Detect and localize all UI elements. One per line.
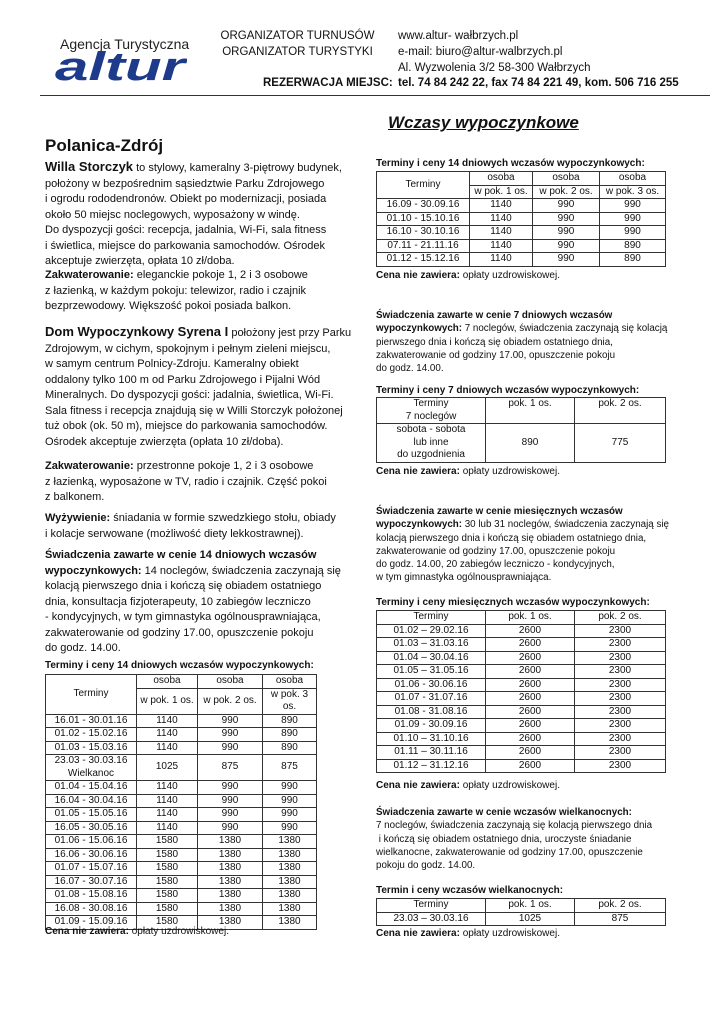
cell-line: Terminy [413,398,449,409]
header-cell: osoba [470,172,533,186]
text-line: bezprzewodowy. Większość pokoi posiada balkon. [45,300,292,312]
cell: 890 [600,253,666,267]
note-text: opłaty uzdrowiskowej. [459,780,560,791]
table-row [46,794,317,808]
text-line: akceptuje zwierzęta, opłata 10 zł/doba. [45,255,235,267]
cell: 1380 [263,902,317,916]
text-line: to stylowy, kameralny 3-piętrowy budynek, [133,162,342,174]
note-text: opłaty uzdrowiskowej. [459,270,560,281]
cell: 01.10 - 15.10.16 [377,212,470,226]
text-line: do godz. 14.00. [376,363,444,375]
text-line: 30 lub 31 noclegów, świadczenia zaczynają się [462,519,669,531]
header-cell: osoba [137,675,198,689]
table-row [377,678,666,692]
cell: 01.05 – 31.05.16 [377,665,486,679]
table-title-7day: Terminy i ceny 7 dniowych wczasów wypoczynkowych: [376,385,640,396]
table-row [377,719,666,733]
text-line: 14 noclegów, świadczenia zaczynają się [141,564,341,577]
cell: 1025 [486,912,575,926]
table-row [377,253,666,267]
cell: 1140 [470,226,533,240]
logo [55,48,187,84]
text-line: położony jest przy Parku [228,327,352,339]
header-cell: w pok. 3 os. [263,688,317,714]
cell: 16.04 - 30.04.16 [46,794,137,808]
cell: 990 [263,821,317,835]
text-line: tuż obok (ok. 50 m), miejsce do parkowania samochodów. [45,420,328,432]
cell: 01.09 - 30.09.16 [377,719,486,733]
price-table-easter [376,898,666,926]
syrena-accommodation [45,459,327,506]
cell: 990 [600,226,666,240]
hotel-name-storczyk: Willa Storczyk [45,159,134,174]
cell: 16.06 - 30.06.16 [46,848,137,862]
table-row [46,821,317,835]
table-row [377,732,666,746]
cell: 2300 [575,732,666,746]
price-note-left [45,926,229,937]
table-row [377,651,666,665]
cell: 890 [263,728,317,742]
willa-accommodation [45,268,308,315]
cell-line: Wielkanoc [67,767,115,779]
cell: 01.05 - 15.05.16 [46,808,137,822]
text-line: Sala fitness i recepcja znajdują się w Willi Storczyk położonej [45,404,343,417]
table-row [46,902,317,916]
cell: 1380 [263,916,317,930]
table-row [377,239,666,253]
text-line: z łazienką, w każdym pokoju: telewizor, radio i czajnik [45,284,307,297]
text-line: około 50 miejsc noclegowych, wyposażony w windę. [45,208,300,221]
text-line: kolacją pierwszego dnia i kończą się obiadem ostatniego [45,580,322,592]
included-7day [376,309,667,375]
cell: 1380 [263,862,317,876]
cell: 2600 [486,651,575,665]
table-row [46,728,317,742]
text-line: wielkanocne, zakwaterowanie od godziny 17.00, opuszczenie [376,846,643,858]
table-row [46,835,317,849]
text-line: 7 noclegów, świadczenia zaczynają się kolacją pierwszego dnia [376,820,653,832]
table-row [377,665,666,679]
cell: 2600 [486,638,575,652]
note-label: Cena nie zawiera: [376,928,460,939]
cell: 01.06 - 15.06.16 [46,835,137,849]
cell: 1380 [198,835,263,849]
text-line: w samym centrum Polnicy-Zdroju. Kameralny obiekt [45,358,299,370]
cell: 990 [198,781,263,795]
table-row [46,862,317,876]
note-label: Cena nie zawiera: [376,780,460,791]
cell: 01.03 - 15.03.16 [46,741,137,755]
cell: 1580 [137,889,198,903]
cell: 1140 [137,808,198,822]
cell: 23.03 – 30.03.16 [377,912,486,926]
cell: 990 [263,808,317,822]
city-heading: Polanica-Zdrój [45,136,164,155]
cell: 1380 [198,862,263,876]
header-cell: osoba [600,172,666,186]
text-line: pierwszego dnia i kończą się obiadem ostatniego dnia, [376,336,613,348]
cell: 2600 [486,746,575,760]
note-label: Cena nie zawiera: [45,926,129,937]
note-text: opłaty uzdrowiskowej. [459,466,560,477]
header-cell: osoba [533,172,600,186]
price-note-7day [376,466,560,477]
table-title-14day-right: Terminy i ceny 14 dniowych wczasów wypoczynkowych: [376,158,645,169]
cell: 875 [263,755,317,781]
cell: 1580 [137,875,198,889]
table-row [377,199,666,213]
table-header-row [377,398,666,424]
cell: 875 [198,755,263,781]
text-line: przestronne pokoje 1, 2 i 3 osobowe [133,460,314,472]
cell: 2600 [486,692,575,706]
header-cell: w pok. 3 os. [600,185,666,199]
table-header-row [377,172,666,186]
website-link[interactable]: www.altur- wałbrzych.pl [398,30,519,42]
label: Świadczenia zawarte w cenie 14 dniowych wczasów [45,549,317,561]
price-note-14day-right [376,270,560,281]
cell: 16.08 - 30.08.16 [46,902,137,916]
cell: 890 [263,741,317,755]
text-line: i kolacje serwowane (możliwość diety lekkostrawnej). [45,527,304,540]
cell: 990 [533,239,600,253]
text-line: Mineralnych. Do dyspozycji gości: jadalnia, świetlica, Wi-Fi. [45,389,334,401]
table-row [46,755,317,781]
header-cell: w pok. 2 os. [198,688,263,714]
table-row [377,624,666,638]
email-link[interactable]: e-mail: biuro@altur-walbrzych.pl [398,46,563,58]
cell: 890 [486,424,575,463]
address: Al. Wyzwolenia 3/2 58-300 Wałbrzych [398,62,591,74]
text-line: do godz. 14.00. [45,642,121,654]
price-table-14day-right [376,171,666,267]
label: Świadczenia zawarte w cenie wczasów wielkanocnych: [376,807,632,818]
contact-block [398,28,591,76]
label: wypoczynkowych: [376,323,463,335]
label: Wyżywienie: [45,512,111,524]
text-line: eleganckie pokoje 1, 2 i 3 osobowe [133,269,308,281]
cell: 2300 [575,665,666,679]
table-row [46,808,317,822]
cell: 890 [263,714,317,728]
cell: 2300 [575,638,666,652]
cell: 2300 [575,692,666,706]
cell: 16.09 - 30.09.16 [377,199,470,213]
cell-line: do uzgodnienia [397,449,465,460]
table-row [377,912,666,926]
cell: 1380 [263,835,317,849]
label: Świadczenia zawarte w cenie miesięcznych wczasów [376,506,623,517]
cell: 2300 [575,705,666,719]
cell: 1580 [137,902,198,916]
header-cell: pok. 2 os. [575,398,666,424]
cell: 16.10 - 30.10.16 [377,226,470,240]
cell: 990 [533,199,600,213]
cell: 2600 [486,719,575,733]
cell: 1140 [137,714,198,728]
text-line: dnia, konsultacja fizjoterapeuty, 10 zabiegów leczniczo [45,595,311,608]
cell: 01.08 - 31.08.16 [377,705,486,719]
organizer-block [210,28,385,60]
header-cell [377,398,486,424]
header-cell: pok. 2 os. [575,611,666,625]
table-title-14day-left: Terminy i ceny 14 dniowych wczasów wypoczynkowych: [45,660,314,671]
cell: 990 [600,212,666,226]
cell: 1140 [470,212,533,226]
table-row [377,746,666,760]
text-line: zakwaterowanie od godziny 17.00, opuszczenie pokoju [376,545,616,557]
cell: 01.07 - 31.07.16 [377,692,486,706]
hotel-name-syrena: Dom Wypoczynkowy Syrena I [45,324,229,339]
text-line: z balkonem. [45,491,105,503]
cell: 01.12 - 15.12.16 [377,253,470,267]
table-row [377,759,666,773]
label: wypoczynkowych: [45,564,142,577]
note-label: Cena nie zawiera: [376,466,460,477]
cell: 2600 [486,624,575,638]
cell: 2300 [575,746,666,760]
cell: 990 [198,808,263,822]
text-line: - kondycyjnych, w tym gimnastyka ogólnousprawniająca, [45,611,321,623]
cell: 1140 [137,741,198,755]
table-header-row [377,611,666,625]
label: wypoczynkowych: [376,519,463,531]
cell: 1140 [470,199,533,213]
price-note-monthly [376,780,560,791]
cell: 16.05 - 30.05.16 [46,821,137,835]
cell: 2300 [575,759,666,773]
included-monthly [376,505,669,585]
text-line: Zdrojowym, w cichym, spokojnym i pełnym zieleni miejscu, [45,342,331,355]
cell: 1580 [137,835,198,849]
header-cell: osoba [263,675,317,689]
text-line: kolacją pierwszego dnia i kończą się obiadem ostatniego dnia, [376,532,647,544]
cell: 990 [198,741,263,755]
text-line: i świetlica, miejsce do parkowania samochodów. Ośrodek [45,239,326,252]
text-line: Do dyspozycji gości: recepcja, jadalnia, Wi-Fi, sala fitness [45,224,327,236]
table-row [46,889,317,903]
text-line: z łazienką, wyposażone w TV, radio i czajnik. Część pokoi [45,475,327,488]
table-row [377,705,666,719]
text-line: 7 noclegów, świadczenia zaczynają się kolacją [462,323,668,335]
cell: 990 [533,226,600,240]
cell: 2600 [486,705,575,719]
text-line: śniadania w formie szwedzkiego stołu, obiady [110,512,336,524]
table-row [46,714,317,728]
cell: 1380 [263,848,317,862]
org-line-2: ORGANIZATOR TURYSTYKI [222,46,373,58]
cell: 990 [198,728,263,742]
cell: 2300 [575,719,666,733]
header-cell: Terminy [46,675,137,715]
text-line: zakwaterowanie od godziny 17.00, opuszczenie pokoju [45,626,314,639]
cell: 1380 [263,889,317,903]
cell: 1580 [137,916,198,930]
cell: 875 [575,912,666,926]
cell: 07.11 - 21.11.16 [377,239,470,253]
table-header-row [46,675,317,689]
cell: 1380 [198,889,263,903]
text-line: i kończą się obiadem ostatniego dnia, uroczyste śniadanie [376,833,632,845]
cell: 01.06 - 30.06.16 [377,678,486,692]
cell: 01.04 - 15.04.16 [46,781,137,795]
cell: 2600 [486,678,575,692]
text-line: i ogrodu rododendronów. Obiekt po modernizacji, posiada [45,193,327,205]
table-row [377,424,666,463]
cell: 01.08 - 15.08.16 [46,889,137,903]
note-label: Cena nie zawiera: [376,270,460,281]
reservation-label: REZERWACJA MIEJSC: [263,77,393,89]
meals [45,511,336,542]
price-table-7day [376,397,666,463]
cell: 990 [198,714,263,728]
table-row [377,638,666,652]
included-14day [45,548,341,657]
header-cell: pok. 1 os. [486,398,575,424]
syrena-description [45,324,351,450]
cell: 990 [533,212,600,226]
table-row [46,741,317,755]
cell: 2600 [486,732,575,746]
header-cell: w pok. 1 os. [470,185,533,199]
cell [377,424,486,463]
cell: 01.09 - 15.09.16 [46,916,137,930]
header-cell: Terminy [377,899,486,913]
cell: 990 [533,253,600,267]
cell: 16.07 - 30.07.16 [46,875,137,889]
label: Zakwaterowanie: [45,460,134,472]
header-cell: Terminy [377,611,486,625]
table-title-easter: Termin i ceny wczasów wielkanocnych: [376,885,564,896]
note-text: opłaty uzdrowiskowej. [459,928,560,939]
cell: 01.11 – 30.11.16 [377,746,486,760]
cell: 01.12 – 31.12.16 [377,759,486,773]
cell: 1140 [137,794,198,808]
header-cell: pok. 1 os. [486,899,575,913]
header-cell: w pok. 1 os. [137,688,198,714]
phone-numbers: tel. 74 84 242 22, fax 74 84 221 49, kom. 506 716 255 [398,77,679,89]
cell: 1140 [137,781,198,795]
table-row [46,781,317,795]
table-row [46,875,317,889]
cell: 2300 [575,651,666,665]
cell: 990 [600,199,666,213]
table-row [46,848,317,862]
cell-line: 7 noclegów [405,410,457,422]
cell: 1140 [137,728,198,742]
cell: 1380 [263,875,317,889]
label: Zakwaterowanie: [45,269,134,281]
note-text: opłaty uzdrowiskowej. [128,926,229,937]
cell: 2300 [575,624,666,638]
svg-text:altur: altur [55,48,187,84]
logo-tagline: Agencja Turystyczna [60,36,190,52]
cell: 01.03 – 31.03.16 [377,638,486,652]
price-table-14day-left [45,674,317,930]
cell: 1380 [198,902,263,916]
cell: 1580 [137,848,198,862]
cell: 01.02 - 15.02.16 [46,728,137,742]
cell: 01.02 – 29.02.16 [377,624,486,638]
table-row [377,212,666,226]
cell: 1140 [470,239,533,253]
cell-line: lub inne [413,436,449,448]
cell: 1380 [198,848,263,862]
table-header-row [377,899,666,913]
cell-line: 23.03 - 30.03.16 [54,755,128,766]
cell: 1140 [137,821,198,835]
cell: 1380 [198,916,263,930]
label: Świadczenia zawarte w cenie 7 dniowych wczasów [376,310,613,321]
header-cell: pok. 1 os. [486,611,575,625]
text-line: do godz. 14.00, 20 zabiegów leczniczo - kondycyjnych, [376,559,615,571]
cell: 01.10 – 31.10.16 [377,732,486,746]
cell: 16.01 - 30.01.16 [46,714,137,728]
cell: 990 [198,821,263,835]
org-line-1: ORGANIZATOR TURNUSÓW [220,30,375,42]
cell: 2600 [486,759,575,773]
cell-line: sobota - sobota [396,424,466,435]
cell: 990 [198,794,263,808]
cell: 775 [575,424,666,463]
header-cell: Terminy [377,172,470,199]
willa-description [45,159,342,270]
text-line: pokoju do godz. 14.00. [376,860,476,872]
cell: 2300 [575,678,666,692]
cell: 890 [600,239,666,253]
cell: 1380 [198,875,263,889]
table-title-monthly: Terminy i ceny miesięcznych wczasów wypoczynkowych: [376,597,650,608]
cell: 990 [263,781,317,795]
cell: 01.07 - 15.07.16 [46,862,137,876]
price-note-easter [376,928,560,939]
header-divider [40,95,710,96]
text-line: w tym gimnastyka ogólnousprawniająca. [376,572,552,584]
table-row [377,692,666,706]
text-line: zakwaterowanie od godziny 17.00, opuszczenie pokoju [376,349,616,361]
cell: 01.04 – 30.04.16 [377,651,486,665]
cell: 1580 [137,862,198,876]
included-easter [376,806,652,872]
text-line: oddalony tylko 100 m od Parku Zdrojowego i Pijalni Wód [45,373,321,386]
header-cell: osoba [198,675,263,689]
text-line: Ośrodek akceptuje zwierzęta (opłata 10 zł/doba). [45,435,284,448]
cell [46,755,137,781]
text-line: położony w bezpośrednim sąsiedztwie Parku Zdrojowego [45,177,325,190]
header-cell: w pok. 2 os. [533,185,600,199]
price-table-monthly [376,610,666,773]
header-cell: pok. 2 os. [575,899,666,913]
cell: 2600 [486,665,575,679]
cell: 1140 [470,253,533,267]
cell: 1025 [137,755,198,781]
page-title: Wczasy wypoczynkowe [388,113,579,132]
cell: 990 [263,794,317,808]
table-row [377,226,666,240]
